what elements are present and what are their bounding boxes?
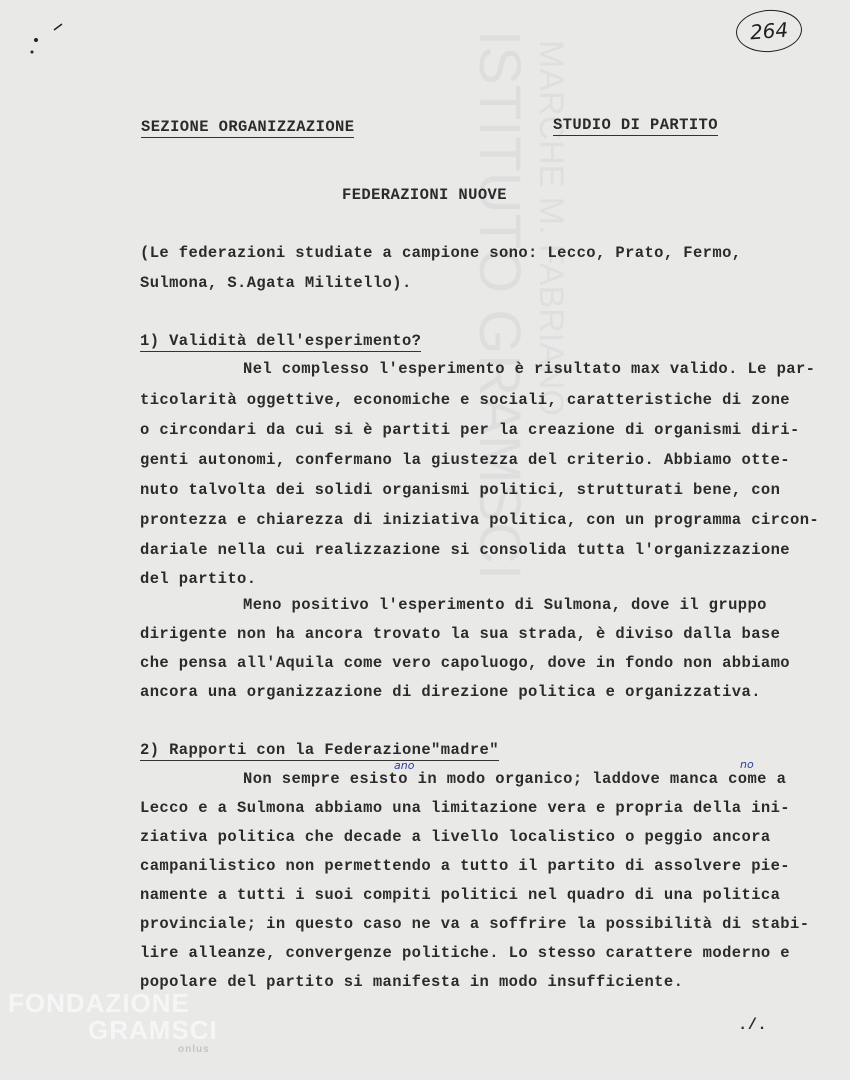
header-right: STUDIO DI PARTITO bbox=[553, 116, 718, 134]
archive-number: 264 bbox=[735, 8, 804, 55]
s2-p1-line-6: provinciale; in questo caso ne va a soffrire la possibilità di stabi- bbox=[140, 915, 810, 933]
s1-p2-line-1: Meno positivo l'esperimento di Sulmona, dove il gruppo bbox=[243, 596, 767, 614]
ink-specks bbox=[28, 22, 78, 62]
vertical-watermark bbox=[440, 10, 580, 1070]
header-left: SEZIONE ORGANIZZAZIONE bbox=[141, 118, 355, 136]
s1-p1-line-1: Nel complesso l'esperimento è risultato max valido. Le par- bbox=[243, 360, 816, 378]
watermark-vertical-2: MARCHE M. FABRIANO bbox=[532, 40, 570, 416]
intro-line-2: Sulmona, S.Agata Militello). bbox=[140, 274, 412, 292]
logo-line-2: GRAMSCI bbox=[88, 1015, 218, 1045]
page-continuation-mark: ./. bbox=[738, 1016, 768, 1034]
s2-p1-line-1: Non sempre esisto in modo organico; laddove manca come a bbox=[243, 770, 787, 788]
s1-p1-line-8: del partito. bbox=[140, 570, 257, 588]
watermark-vertical-1: ISTITUTO GRAMSCI bbox=[467, 30, 532, 580]
s1-p2-line-3: che pensa all'Aquila come vero capoluogo, dove in fondo non abbiamo bbox=[140, 654, 791, 672]
section-2-heading: 2) Rapporti con la Federazione"madre" bbox=[140, 741, 499, 759]
s1-p1-line-4: genti autonomi, confermano la giustezza del criterio. Abbiamo otte- bbox=[140, 451, 791, 469]
s1-p2-line-4: ancora una organizzazione di direzione politica e organizzativa. bbox=[140, 683, 761, 701]
handwritten-ano: ano bbox=[394, 759, 415, 772]
handwritten-no: no bbox=[740, 758, 754, 771]
logo-line-1: FONDAZIONE bbox=[8, 988, 190, 1018]
section-1-heading: 1) Validità dell'esperimento? bbox=[140, 332, 422, 350]
fondazione-gramsci-logo bbox=[8, 988, 218, 1055]
s2-p1-line-2: Lecco e a Sulmona abbiamo una limitazione vera e propria della ini- bbox=[140, 799, 791, 817]
intro-line-1: (Le federazioni studiate a campione sono: Lecco, Prato, Fermo, bbox=[140, 244, 742, 262]
logo-line-3: onlus bbox=[178, 1044, 210, 1055]
s1-p1-line-5: nuto talvolta dei solidi organismi politici, strutturati bene, con bbox=[140, 481, 781, 499]
s1-p1-line-6: prontezza e chiarezza di iniziativa politica, con un programma circon- bbox=[140, 511, 820, 529]
s1-p1-line-7: dariale nella cui realizzazione si consolida tutta l'organizzazione bbox=[140, 541, 791, 559]
s2-p1-line-7: lire alleanze, convergenze politiche. Lo stesso carattere moderno e bbox=[140, 944, 791, 962]
s2-p1-line-3: ziativa politica che decade a livello localistico o peggio ancora bbox=[140, 828, 771, 846]
s1-p2-line-2: dirigente non ha ancora trovato la sua strada, è diviso dalla base bbox=[140, 625, 781, 643]
s2-p1-line-5: namente a tutti i suoi compiti politici nel quadro di una politica bbox=[140, 886, 781, 904]
document-title: FEDERAZIONI NUOVE bbox=[342, 186, 507, 204]
s2-p1-line-8: popolare del partito si manifesta in modo insufficiente. bbox=[140, 973, 684, 991]
s2-p1-line-4: campanilistico non permettendo a tutto il partito di assolvere pie- bbox=[140, 857, 791, 875]
s1-p1-line-3: o circondari da cui si è partiti per la creazione di organismi diri- bbox=[140, 421, 800, 439]
s1-p1-line-2: ticolarità oggettive, economiche e sociali, caratteristiche di zone bbox=[140, 391, 791, 409]
